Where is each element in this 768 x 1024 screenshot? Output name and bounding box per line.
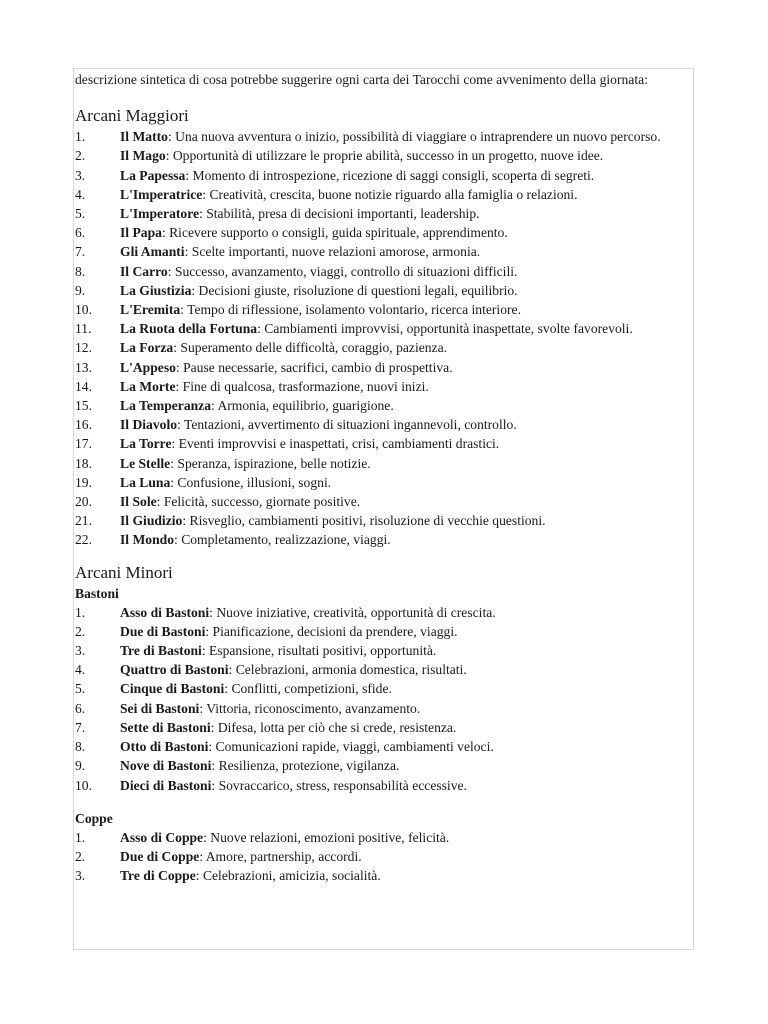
section-title-arcani-maggiori: Arcani Maggiori — [75, 106, 189, 126]
item-number: 18. — [75, 455, 92, 471]
card-description: : Tentazioni, avvertimento di situazioni ingannevoli, controllo. — [177, 417, 517, 433]
card-name: Cinque di Bastoni — [120, 681, 225, 697]
list-item — [75, 776, 693, 795]
card-name: L'Imperatore — [120, 206, 200, 222]
item-number: 15. — [75, 398, 92, 414]
list-item — [75, 660, 693, 679]
card-name: Due di Bastoni — [120, 623, 206, 639]
card-description: : Difesa, lotta per ciò che si crede, resistenza. — [210, 719, 457, 735]
item-number: 11. — [75, 321, 92, 337]
item-number: 8. — [75, 263, 86, 279]
item-number: 6. — [75, 700, 86, 716]
card-description: : Sovraccarico, stress, responsabilità eccessive. — [211, 777, 467, 793]
list-arcani-maggiori — [75, 127, 693, 549]
item-number: 10. — [75, 302, 92, 318]
card-description: : Pianificazione, decisioni da prendere, viaggi. — [205, 623, 458, 639]
card-description: : Stabilità, presa di decisioni importanti, leadership. — [199, 206, 480, 222]
card-name: L'Appeso — [120, 359, 176, 375]
item-number: 13. — [75, 359, 92, 375]
card-description: : Nuove iniziative, creatività, opportunità di crescita. — [209, 604, 496, 620]
item-number: 17. — [75, 436, 92, 452]
card-description: : Felicità, successo, giornate positive. — [156, 494, 361, 510]
item-number: 9. — [75, 282, 86, 298]
card-name: Tre di Bastoni — [120, 643, 202, 659]
list-item — [75, 377, 693, 396]
card-name: Quattro di Bastoni — [120, 662, 229, 678]
card-description: : Opportunità di utilizzare le proprie abilità, successo in un progetto, nuove idee. — [165, 148, 604, 164]
list-item — [75, 847, 693, 866]
card-name: L'Eremita — [120, 302, 181, 318]
card-description: : Celebrazioni, amicizia, socialità. — [195, 868, 381, 884]
list-item — [75, 396, 693, 415]
card-name: Asso di Bastoni — [120, 604, 210, 620]
list-item — [75, 622, 693, 641]
card-description: : Armonia, equilibrio, guarigione. — [211, 398, 394, 414]
list-item — [75, 185, 693, 204]
card-description: : Una nuova avventura o inizio, possibilità di viaggiare o intraprendere un nuovo percorso. — [167, 129, 661, 145]
card-name: La Temperanza — [120, 398, 212, 414]
list-item — [75, 281, 693, 300]
item-number: 7. — [75, 719, 86, 735]
card-description: : Creatività, crescita, buone notizie riguardo alla famiglia o relazioni. — [202, 186, 578, 202]
list-item — [75, 756, 693, 775]
list-item — [75, 718, 693, 737]
card-description: : Ricevere supporto o consigli, guida spirituale, apprendimento. — [161, 225, 508, 241]
item-number: 2. — [75, 848, 86, 864]
card-description: : Risveglio, cambiamenti positivi, risoluzione di vecchie questioni. — [182, 513, 546, 529]
card-description: : Amore, partnership, accordi. — [199, 848, 362, 864]
subsection-title-bastoni: Bastoni — [75, 585, 119, 601]
list-item — [75, 603, 693, 622]
card-name: Le Stelle — [120, 455, 171, 471]
item-number: 22. — [75, 532, 92, 548]
item-number: 1. — [75, 829, 86, 845]
card-description: : Resilienza, protezione, vigilanza. — [211, 758, 400, 774]
card-name: La Morte — [120, 378, 176, 394]
item-number: 3. — [75, 868, 86, 884]
list-item — [75, 358, 693, 377]
item-number: 19. — [75, 474, 92, 490]
card-name: Il Mago — [120, 148, 166, 164]
card-name: Asso di Coppe — [120, 829, 204, 845]
card-name: La Torre — [120, 436, 172, 452]
list-item — [75, 699, 693, 718]
card-description: : Eventi improvvisi e inaspettati, crisi, cambiamenti drastici. — [171, 436, 500, 452]
item-number: 10. — [75, 777, 92, 793]
item-number: 4. — [75, 186, 86, 202]
item-number: 21. — [75, 513, 92, 529]
item-number: 8. — [75, 739, 86, 755]
card-name: Il Diavolo — [120, 417, 178, 433]
item-number: 6. — [75, 225, 86, 241]
card-name: Il Carro — [120, 263, 168, 279]
list-item — [75, 146, 693, 165]
card-description: : Espansione, risultati positivi, opportunità. — [201, 643, 437, 659]
card-name: La Luna — [120, 474, 171, 490]
card-description: : Vittoria, riconoscimento, avanzamento. — [199, 700, 421, 716]
card-name: Sette di Bastoni — [120, 719, 211, 735]
list-item — [75, 204, 693, 223]
card-description: : Conflitti, competizioni, sfide. — [224, 681, 392, 697]
item-number: 9. — [75, 758, 86, 774]
list-item — [75, 415, 693, 434]
card-name: Il Papa — [120, 225, 162, 241]
item-number: 16. — [75, 417, 92, 433]
section-title-arcani-minori: Arcani Minori — [75, 562, 173, 582]
card-description: : Comunicazioni rapide, viaggi, cambiamenti veloci. — [208, 739, 494, 755]
card-description: : Confusione, illusioni, sogni. — [170, 474, 332, 490]
card-description: : Completamento, realizzazione, viaggi. — [174, 532, 391, 548]
list-item — [75, 242, 693, 261]
list-item — [75, 319, 693, 338]
card-name: Il Giudizio — [120, 513, 183, 529]
card-name: La Papessa — [120, 167, 186, 183]
card-name: Tre di Coppe — [120, 868, 196, 884]
list-item — [75, 454, 693, 473]
list-item — [75, 300, 693, 319]
item-number: 1. — [75, 129, 86, 145]
card-description: : Superamento delle difficoltà, coraggio, pazienza. — [173, 340, 448, 356]
list-item — [75, 641, 693, 660]
list-item — [75, 679, 693, 698]
card-description: : Tempo di riflessione, isolamento volontario, ricerca interiore. — [180, 302, 521, 318]
list-item — [75, 434, 693, 453]
card-name: Due di Coppe — [120, 848, 200, 864]
list-item — [75, 338, 693, 357]
item-number: 3. — [75, 643, 86, 659]
list-item — [75, 262, 693, 281]
card-name: Nove di Bastoni — [120, 758, 212, 774]
card-description: : Momento di introspezione, ricezione di saggi consigli, scoperta di segreti. — [185, 167, 595, 183]
item-number: 5. — [75, 206, 86, 222]
item-number: 2. — [75, 623, 86, 639]
list-item — [75, 866, 693, 885]
item-number: 7. — [75, 244, 86, 260]
list-item — [75, 127, 693, 146]
card-name: La Giustizia — [120, 282, 192, 298]
card-description: : Celebrazioni, armonia domestica, risultati. — [228, 662, 467, 678]
card-name: Otto di Bastoni — [120, 739, 209, 755]
card-name: Dieci di Bastoni — [120, 777, 212, 793]
intro-text: descrizione sintetica di cosa potrebbe suggerire ogni carta dei Tarocchi come avvenimento della giornata: — [75, 72, 648, 87]
card-description: : Decisioni giuste, risoluzione di questioni legali, equilibrio. — [191, 282, 518, 298]
card-description: : Speranza, ispirazione, belle notizie. — [170, 455, 371, 471]
list-item — [75, 737, 693, 756]
list-bastoni — [75, 603, 693, 795]
card-name: Gli Amanti — [120, 244, 185, 260]
item-number: 1. — [75, 604, 86, 620]
card-name: Il Sole — [120, 494, 157, 510]
card-name: Il Mondo — [120, 532, 175, 548]
card-description: : Cambiamenti improvvisi, opportunità inaspettate, svolte favorevoli. — [257, 321, 633, 337]
card-description: : Pause necessarie, sacrifici, cambio di prospettiva. — [175, 359, 453, 375]
list-item — [75, 223, 693, 242]
document-content — [74, 69, 693, 885]
card-description: : Scelte importanti, nuove relazioni amorose, armonia. — [184, 244, 481, 260]
subsection-title-coppe: Coppe — [75, 810, 113, 826]
list-item — [75, 511, 693, 530]
card-name: Sei di Bastoni — [120, 700, 200, 716]
list-item — [75, 828, 693, 847]
list-item — [75, 492, 693, 511]
list-item — [75, 166, 693, 185]
list-item — [75, 530, 693, 549]
item-number: 2. — [75, 148, 86, 164]
card-description: : Nuove relazioni, emozioni positive, felicità. — [203, 829, 450, 845]
item-number: 20. — [75, 494, 92, 510]
card-description: : Successo, avanzamento, viaggi, controllo di situazioni difficili. — [167, 263, 518, 279]
card-description: : Fine di qualcosa, trasformazione, nuovi inizi. — [175, 378, 429, 394]
item-number: 3. — [75, 167, 86, 183]
card-name: Il Matto — [120, 129, 168, 145]
card-name: La Ruota della Fortuna — [120, 321, 258, 337]
item-number: 14. — [75, 378, 92, 394]
list-item — [75, 473, 693, 492]
card-name: La Forza — [120, 340, 174, 356]
item-number: 5. — [75, 681, 86, 697]
item-number: 4. — [75, 662, 86, 678]
document-page — [73, 68, 694, 950]
list-coppe — [75, 828, 693, 886]
item-number: 12. — [75, 340, 92, 356]
card-name: L'Imperatrice — [120, 186, 203, 202]
